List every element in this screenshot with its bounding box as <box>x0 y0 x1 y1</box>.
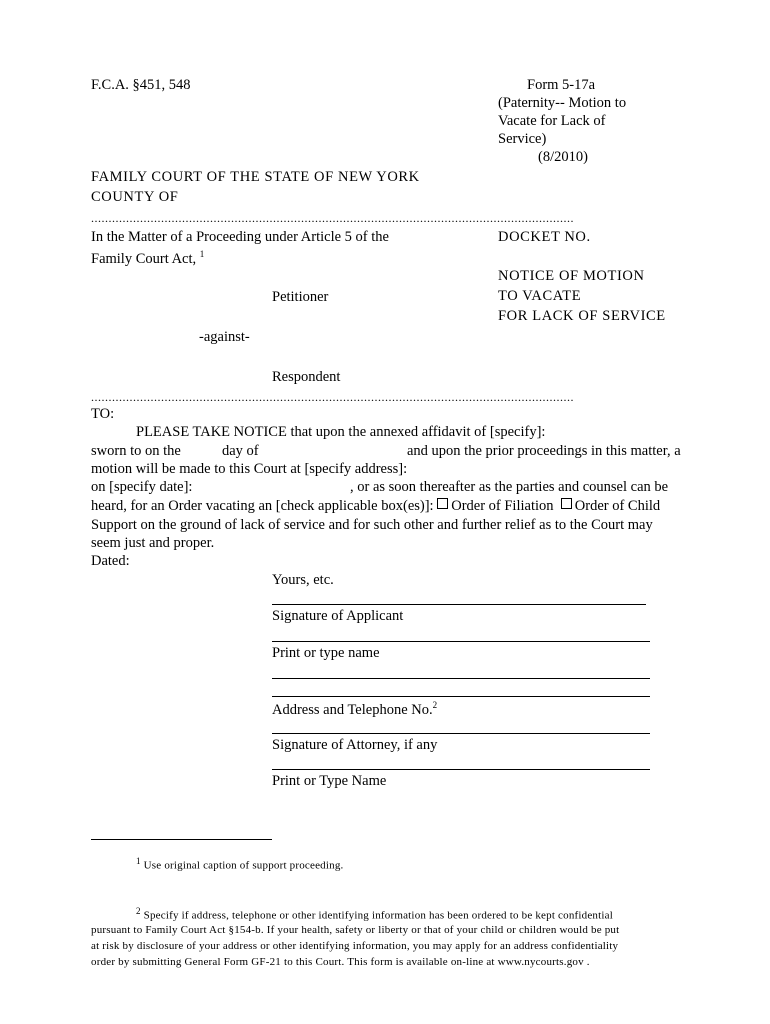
statute-reference: F.C.A. §451, 548 <box>91 77 191 93</box>
yours-etc: Yours, etc. <box>272 572 334 588</box>
to-label: TO: <box>91 406 115 422</box>
document-title-line-2: TO VACATE <box>498 288 582 304</box>
footnote-2-line-3: at risk by disclosure of your address or other identifying information, you may apply for an address confidentiality <box>91 940 619 952</box>
signature-of-applicant-label: Signature of Applicant <box>272 608 404 624</box>
notice-prior-proceedings: and upon the prior proceedings in this matter, a <box>407 443 681 459</box>
form-description-line-3: Service) <box>498 131 547 147</box>
notice-sworn-on: sworn to on the <box>91 443 181 459</box>
court-name: FAMILY COURT OF THE STATE OF NEW YORK <box>91 169 420 185</box>
caption-top-separator: .......................................................................................................................................... <box>91 211 574 225</box>
applicant-name-line[interactable] <box>272 641 650 642</box>
notice-line-5 <box>91 498 660 515</box>
address-telephone-label <box>272 700 437 719</box>
footnote-ref-1: 1 <box>199 249 205 259</box>
matter-line-1: In the Matter of a Proceeding under Article 5 of the <box>91 229 389 245</box>
footnote-2-text-1: Specify if address, telephone or other identifying information has been ordered to be kept confidential <box>143 909 613 922</box>
form-description-line-1: (Paternity-- Motion to <box>498 95 627 111</box>
address-line-1[interactable] <box>272 678 650 679</box>
county-label: COUNTY OF <box>91 189 179 205</box>
form-description-line-2: Vacate for Lack of <box>498 113 606 129</box>
notice-line-6: Support on the ground of lack of service and for such other and further relief as to the Court may <box>91 517 653 533</box>
caption-bottom-separator: .......................................................................................................................................... <box>91 390 574 404</box>
notice-line-7: seem just and proper. <box>91 535 215 551</box>
signature-of-attorney-label: Signature of Attorney, if any <box>272 737 438 753</box>
footnote-1 <box>136 856 343 872</box>
order-of-child-support-label: Order of Child <box>574 498 661 514</box>
notice-day-of: day of <box>222 443 259 459</box>
address-line-2[interactable] <box>272 696 650 697</box>
applicant-signature-line[interactable] <box>272 604 646 605</box>
dated-label: Dated: <box>91 553 130 569</box>
matter-line-2-text: Family Court Act, <box>91 250 200 267</box>
footnote-2-line-4: order by submitting General Form GF-21 to this Court. This form is available on-line at www.nycourts.gov . <box>91 956 590 968</box>
respondent-label: Respondent <box>272 369 341 385</box>
footnote-1-mark: 1 <box>136 856 141 866</box>
against-label: -against- <box>199 329 250 345</box>
footnote-2-line-2: pursuant to Family Court Act §154-b. If your health, safety or liberty or that of your child or children would be put <box>91 924 620 936</box>
document-title-line-1: NOTICE OF MOTION <box>498 268 645 284</box>
order-of-child-support-checkbox[interactable] <box>561 498 572 509</box>
notice-line-5-text: heard, for an Order vacating an [check applicable box(es)]: <box>91 498 438 514</box>
attorney-name-line[interactable] <box>272 769 650 770</box>
document-title-line-3: FOR LACK OF SERVICE <box>498 308 666 324</box>
footnote-ref-2: 2 <box>432 700 438 710</box>
footnote-2-mark: 2 <box>136 906 141 916</box>
form-revision-date: (8/2010) <box>538 149 588 165</box>
order-of-filiation-label: Order of Filiation <box>451 498 554 514</box>
notice-line-1: PLEASE TAKE NOTICE that upon the annexed affidavit of [specify]: <box>136 424 546 440</box>
footnote-separator <box>91 839 272 840</box>
notice-line-3: motion will be made to this Court at [specify address]: <box>91 461 408 477</box>
print-type-name-label: Print or type name <box>272 645 380 661</box>
footnote-1-text: Use original caption of support proceeding. <box>143 859 344 872</box>
petitioner-label: Petitioner <box>272 289 329 305</box>
notice-specify-date: on [specify date]: <box>91 479 193 495</box>
matter-line-2 <box>91 249 204 268</box>
attorney-signature-line[interactable] <box>272 733 650 734</box>
form-number: Form 5-17a <box>527 77 596 93</box>
docket-number-label: DOCKET NO. <box>498 229 591 245</box>
footnote-2-line-1 <box>136 906 613 922</box>
print-type-name-2-label: Print or Type Name <box>272 773 387 789</box>
address-telephone-text: Address and Telephone No. <box>272 701 433 718</box>
notice-as-soon-thereafter: , or as soon thereafter as the parties and counsel can be <box>350 479 669 495</box>
order-of-filiation-checkbox[interactable] <box>437 498 448 509</box>
